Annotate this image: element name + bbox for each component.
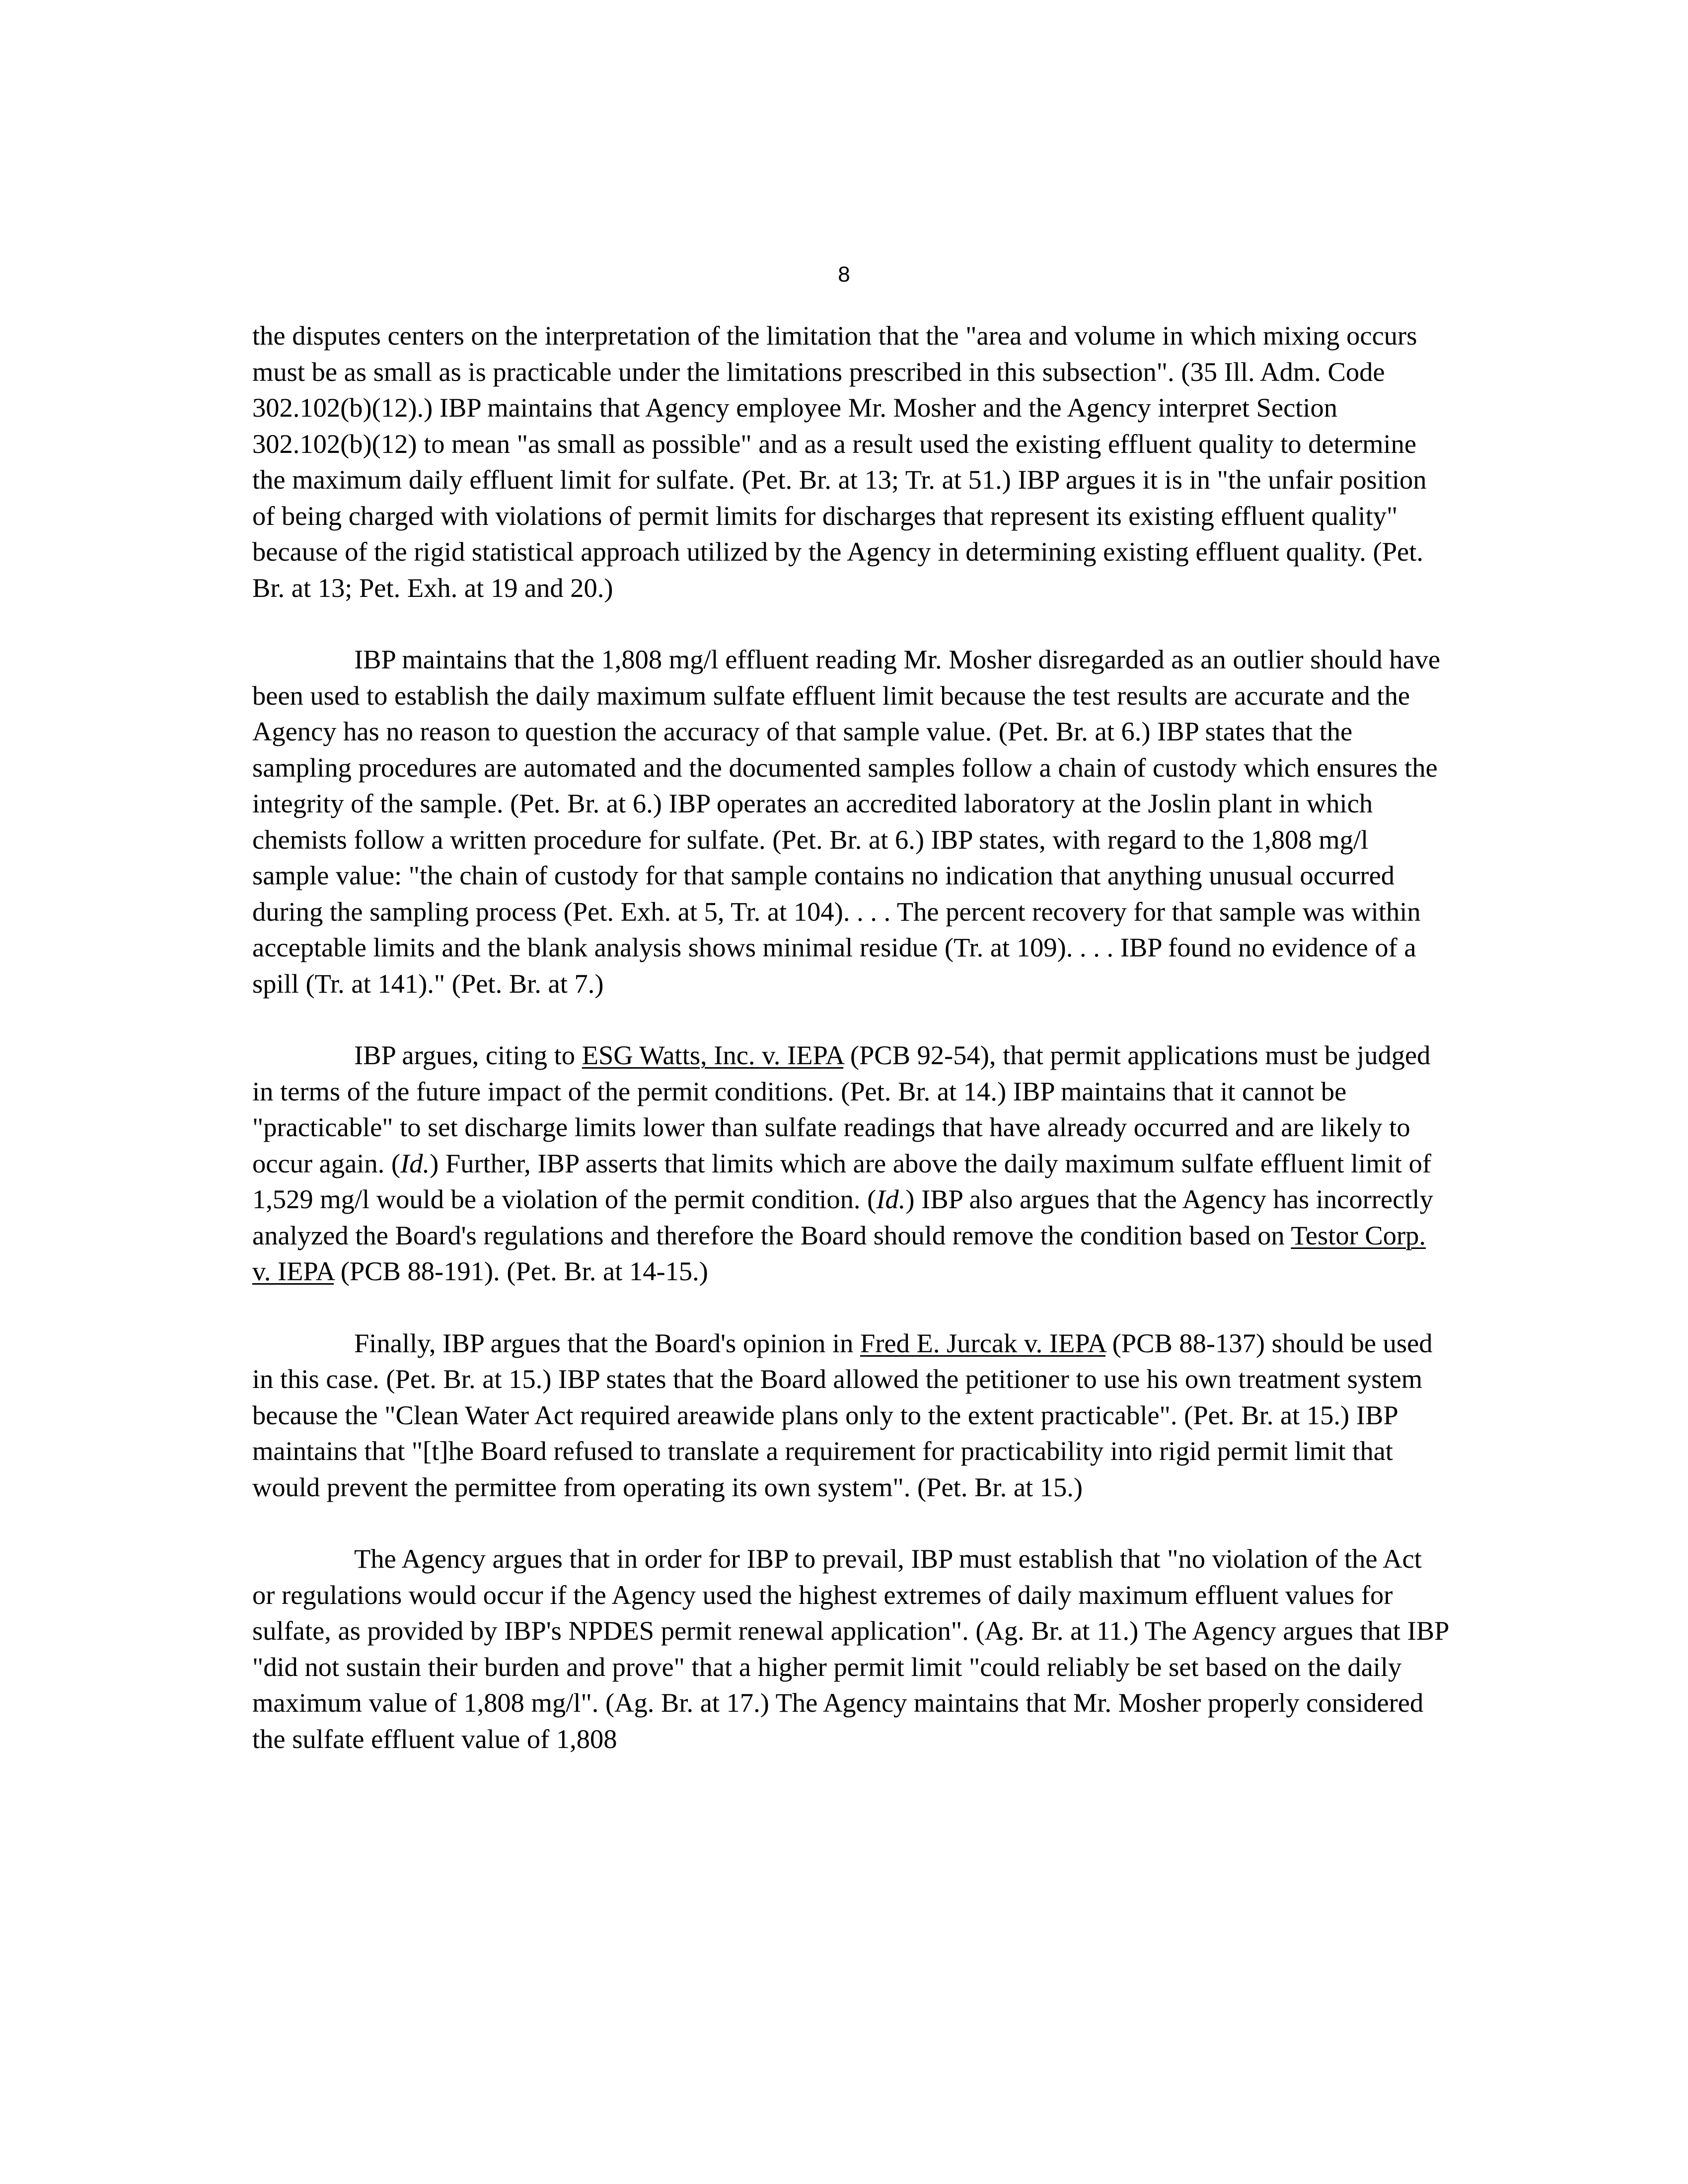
paragraph-text: The Agency argues that in order for IBP to prevail, IBP must establish that "no violation of the Act or regulations would occur if the Agency used the highest extremes of daily maximum effluent values for sulfate, as provided by IBP's NPDES permit renewal application". (Ag. Br. at 11.) The Agency argues that IBP "did not sustain their burden and prove" that a higher permit limit "could reliably be set based on the daily maximum value of 1,808 mg/l". (Ag. Br. at 17.) The Agency maintains that Mr. Mosher properly considered the sulfate effluent value of 1,808 <box>252 1543 1449 1754</box>
paragraph-text: (PCB 92-54), that permit applications must be judged in terms of the future impact of the permit conditions. (Pet. Br. at 14.) IBP maintains that it cannot be "practicable" to set discharge limits lower than sulfate readings that have already occurred and are likely to occur again. ( <box>252 1040 1431 1178</box>
case-citation-testor: Testor Corp. v. IEPA <box>252 1220 1426 1286</box>
paragraph-3 <box>252 1037 1449 1290</box>
paragraph-text: Finally, IBP argues that the Board's opinion in <box>354 1327 861 1358</box>
paragraph-text: ) Further, IBP asserts that limits which are above the daily maximum sulfate effluent limit of 1,529 mg/l would be a violation of the permit condition. ( <box>252 1148 1432 1214</box>
case-citation-jurcak: Fred E. Jurcak v. IEPA <box>860 1327 1106 1358</box>
id-citation: Id. <box>400 1148 430 1178</box>
paragraph-4 <box>252 1325 1449 1506</box>
paragraph-2 <box>252 642 1449 1002</box>
paragraph-text: IBP maintains that the 1,808 mg/l effluent reading Mr. Mosher disregarded as an outlier should have been used to establish the daily maximum sulfate effluent limit because the test results are accurate and the Agency has no reason to question the accuracy of that sample value. (Pet. Br. at 6.) IBP states that the sampling procedures are automated and the documented samples follow a chain of custody which ensures the integrity of the sample. (Pet. Br. at 6.) IBP operates an accredited laboratory at the Joslin plant in which chemists follow a written procedure for sulfate. (Pet. Br. at 6.) IBP states, with regard to the 1,808 mg/l sample value: "the chain of custody for that sample contains no indication that anything unusual occurred during the sampling process (Pet. Exh. at 5, Tr. at 104). . . . The percent recovery for that sample was within acceptable limits and the blank analysis shows minimal residue (Tr. at 109). . . . IBP found no evidence of a spill (Tr. at 141)." (Pet. Br. at 7.) <box>252 644 1441 999</box>
paragraph-text: (PCB 88-137) should be used in this case. (Pet. Br. at 15.) IBP states that the Board allowed the petitioner to use his own treatment system because the "Clean Water Act required areawide plans only to the extent practicable". (Pet. Br. at 15.) IBP maintains that "[t]he Board refused to translate a requirement for practicability into rigid permit limit that would prevent the permittee from operating its own system". (Pet. Br. at 15.) <box>252 1327 1433 1502</box>
id-citation: Id. <box>876 1184 906 1214</box>
page-number: 8 <box>838 262 850 287</box>
paragraph-1 <box>252 318 1449 606</box>
paragraph-5 <box>252 1541 1449 1757</box>
case-citation-esg-watts: ESG Watts, Inc. v. IEPA <box>582 1040 844 1070</box>
paragraph-text: the disputes centers on the interpretation of the limitation that the "area and volume in which mixing occurs must be as small as is practicable under the limitations prescribed in this subsection". (35 Ill. Adm. Code 302.102(b)(12).) IBP maintains that Agency employee Mr. Mosher and the Agency interpret Section 302.102(b)(12) to mean "as small as possible" and as a result used the existing effluent quality to determine the maximum daily effluent limit for sulfate. (Pet. Br. at 13; Tr. at 51.) IBP argues it is in "the unfair position of being charged with violations of permit limits for discharges that represent its existing effluent quality" because of the rigid statistical approach utilized by the Agency in determining existing effluent quality. (Pet. Br. at 13; Pet. Exh. at 19 and 20.) <box>252 320 1427 603</box>
paragraph-text: ) IBP also argues that the Agency has incorrectly analyzed the Board's regulations and therefore the Board should remove the condition based on <box>252 1184 1433 1250</box>
paragraph-text: (PCB 88-191). (Pet. Br. at 14-15.) <box>334 1256 708 1286</box>
body-text <box>252 318 1449 1757</box>
paragraph-text: IBP argues, citing to <box>354 1040 582 1070</box>
